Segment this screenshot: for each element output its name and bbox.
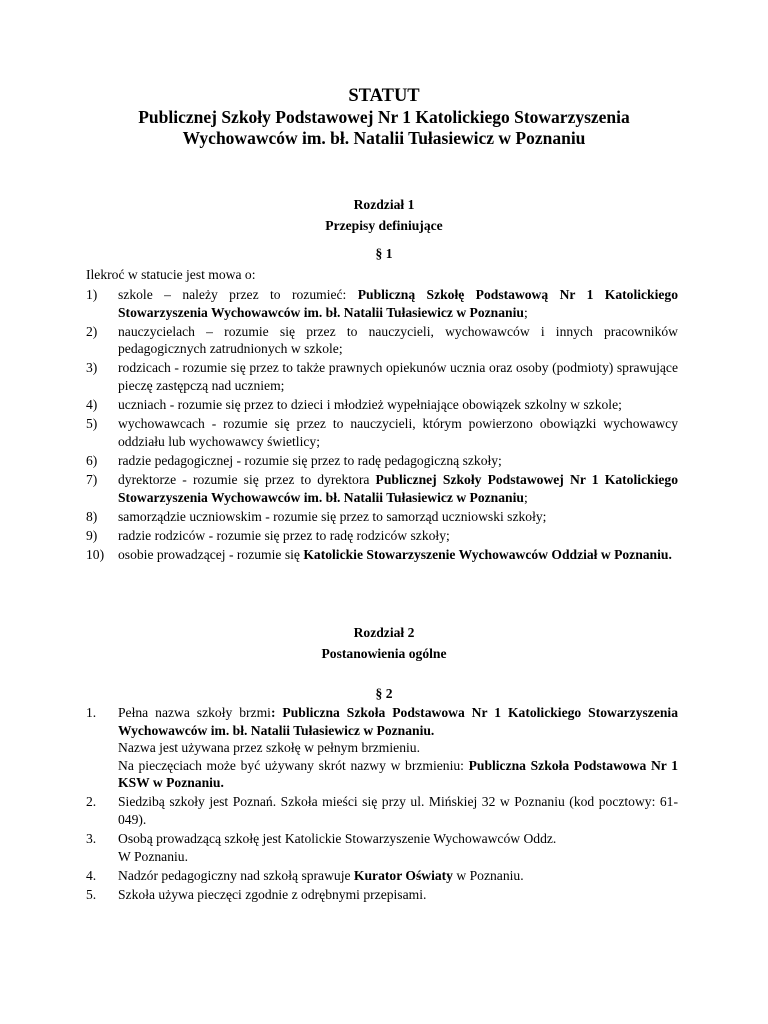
list-number: 4) xyxy=(86,397,98,413)
list-number: 2. xyxy=(86,794,97,810)
definition-bold-text: Katolickie Stowarzyszenie Wychowawców Oddział w Poznaniu. xyxy=(303,546,672,562)
chapter-1-heading: Rozdział 1 xyxy=(353,197,415,212)
definition-item xyxy=(86,546,678,564)
provision-item xyxy=(86,830,678,865)
provision-item xyxy=(86,886,678,904)
definition-item xyxy=(86,286,678,321)
definition-text: szkole – należy przez to rozumieć: xyxy=(118,287,358,302)
definition-item xyxy=(86,396,678,414)
definition-text: radzie rodziców - rozumie się przez to radę rodziców szkoły; xyxy=(118,527,450,543)
definition-item xyxy=(86,323,678,358)
list-number: 2) xyxy=(86,323,98,339)
definition-text: dyrektorze - rozumie się przez to dyrektora xyxy=(118,471,376,487)
list-number: 7) xyxy=(86,471,98,487)
chapter-1-heading-block xyxy=(0,194,768,236)
definition-text: wychowawcach - rozumie się przez to nauczycieli, którym powierzono obowiązki wychowawcy oddziału lub wychowawcy świetlicy; xyxy=(118,416,678,449)
list-number: 9) xyxy=(86,527,98,543)
provision-text: Szkoła używa pieczęci zgodnie z odrębnymi przepisami. xyxy=(118,886,427,902)
provision-bold-text: : Publiczna Szkoła Podstawowa Nr 1 Katolickiego Stowarzyszenia Wychowawców im. bł. Natalii Tułasiewicz w Poznaniu. xyxy=(118,705,679,738)
definition-bold-text: Publicznej Szkoły Podstawowej Nr 1 Katolickiego Stowarzyszenia Wychowawców im. bł. Natalii Tułasiewicz w Poznaniu xyxy=(118,471,678,505)
provision-text: Nadzór pedagogiczny nad szkołą sprawuje xyxy=(118,867,354,883)
definition-tail: ; xyxy=(523,489,528,505)
list-number: 6) xyxy=(86,452,98,468)
section-1-marker: § 1 xyxy=(375,246,393,261)
list-number: 3) xyxy=(86,360,98,376)
chapter-1-subheading: Przepisy definiujące xyxy=(325,218,443,233)
definition-tail: ; xyxy=(523,304,528,320)
definition-item xyxy=(86,527,678,545)
general-provisions-list xyxy=(86,704,678,905)
provision-tail: w Poznaniu. xyxy=(452,867,524,883)
document-subtitle-line-1: Publicznej Szkoły Podstawowej Nr 1 Katolickiego Stowarzyszenia xyxy=(138,107,630,127)
provision-subline-seal xyxy=(118,757,678,792)
provision-item xyxy=(86,793,678,828)
definition-item xyxy=(86,508,678,526)
seal-bold-text: Publiczna Szkoła Podstawowa Nr 1 KSW w Poznaniu. xyxy=(118,757,678,791)
definitions-list xyxy=(86,286,678,565)
chapter-1-intro: Ilekroć w statucie jest mowa o: xyxy=(86,267,256,282)
list-number: 5. xyxy=(86,886,97,902)
definition-text: rodzicach - rozumie się przez to także prawnych opiekunów ucznia oraz osoby (podmioty) sprawujące pieczę zastępczą nad uczniem; xyxy=(118,360,678,393)
definition-text: samorządzie uczniowskim - rozumie się przez to samorząd uczniowski szkoły; xyxy=(118,508,547,524)
list-number: 10) xyxy=(86,546,105,562)
provision-text: Siedzibą szkoły jest Poznań. Szkoła mieści się przy ul. Mińskiej 32 w Poznaniu (kod pocztowy: 61-049). xyxy=(118,794,678,828)
definition-text: radzie pedagogicznej - rozumie się przez to radę pedagogiczną szkoły; xyxy=(118,452,502,468)
chapter-2-heading-block xyxy=(0,622,768,664)
document-title: STATUT xyxy=(348,86,420,106)
definition-item xyxy=(86,471,678,506)
list-number: 8) xyxy=(86,508,98,524)
provision-item xyxy=(86,867,678,885)
list-number: 1. xyxy=(86,705,97,720)
provision-bold-text: Kurator Oświaty xyxy=(353,867,453,883)
provision-text: Osobą prowadzącą szkołę jest Katolickie Stowarzyszenie Wychowawców Oddz. xyxy=(118,831,557,847)
document-subtitle-line-2: Wychowawców im. bł. Natalii Tułasiewicz w Poznaniu xyxy=(182,128,586,148)
definition-item xyxy=(86,359,678,394)
seal-text: Na pieczęciach może być używany skrót nazwy w brzmieniu: xyxy=(118,757,469,773)
list-number: 3. xyxy=(86,831,97,847)
chapter-2-subheading: Postanowienia ogólne xyxy=(321,646,447,661)
provision-subline: Nazwa jest używana przez szkołę w pełnym brzmieniu. xyxy=(118,740,420,756)
document-title-block xyxy=(0,86,768,149)
definition-bold-text: Publiczną Szkołę Podstawową Nr 1 Katolickiego Stowarzyszenia Wychowawców im. bł. Natalii Tułasiewicz w Poznaniu xyxy=(118,287,679,320)
definition-text: osobie prowadzącej - rozumie się xyxy=(118,546,304,562)
list-number: 4. xyxy=(86,867,97,883)
definition-text: nauczycielach – rozumie się przez to nauczycieli, wychowawców i innych pracowników pedagogicznych zatrudnionych w szkole; xyxy=(118,323,678,357)
provision-item xyxy=(86,704,678,792)
definition-item xyxy=(86,452,678,470)
provision-text: Pełna nazwa szkoły brzmi xyxy=(118,705,271,720)
provision-subline: W Poznaniu. xyxy=(118,848,188,864)
list-number: 1) xyxy=(86,287,98,302)
list-number: 5) xyxy=(86,416,98,432)
section-2-marker: § 2 xyxy=(375,686,393,701)
definition-item xyxy=(86,415,678,450)
definition-text: uczniach - rozumie się przez to dzieci i młodzież wypełniające obowiązek szkolny w szkole; xyxy=(118,397,622,413)
chapter-2-heading: Rozdział 2 xyxy=(353,625,415,640)
